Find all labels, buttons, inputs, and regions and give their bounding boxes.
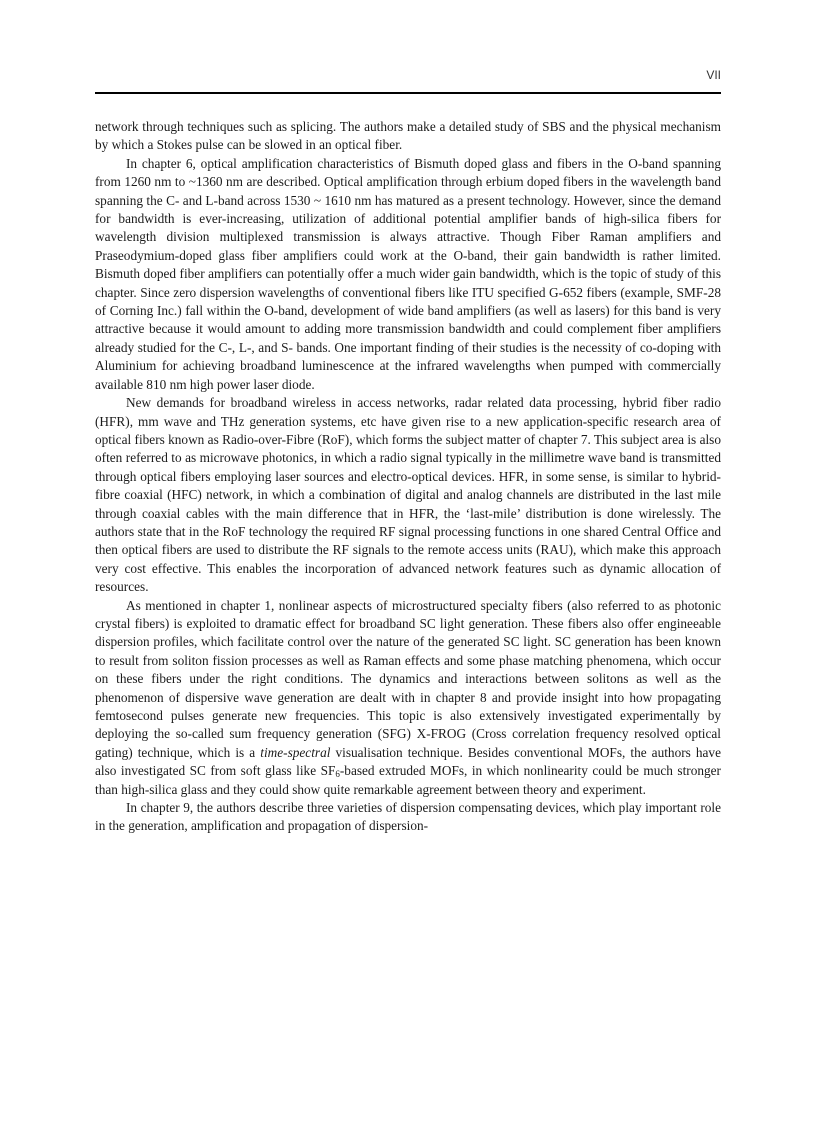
paragraph-chapter-8-text-c: -based extruded MOFs, in which nonlinearity could be much stronger than high-silica glass and they could show quite remarkable agreement between theory and experiment. [95, 763, 721, 797]
paragraph-chapter-7: New demands for broadband wireless in access networks, radar related data processing, hybrid fiber radio (HFR), mm wave and THz generation systems, etc have given rise to a new application-specific research area of optical fibers known as Radio-over-Fibre (RoF), which forms the subject matter of chapter 7. This subject area is also often referred to as microwave photonics, in which a radio signal typically in the millimetre wave band is transmitted through optical fibers employing laser sources and electro-optical devices. HFR, in some sense, is similar to hybrid-fibre coaxial (HFC) network, in which a combination of digital and analog channels are distributed in the last mile through coaxial cables with the main difference that in HFR, the ‘last-mile’ distribution is done wirelessly. The authors state that in the RoF technology the required RF signal processing functions in one shared Central Office and then optical fibers are used to distribute the RF signals to the remote access units (RAU), which make this approach very cost effective. This enables the incorporation of advanced network features such as dynamic allocation of resources. [95, 395, 721, 595]
paragraph-chapter-8 [95, 597, 721, 799]
page-number: VII [706, 68, 721, 82]
paragraph-chapter-8-italic: time-spectral [260, 744, 331, 760]
paragraph-chapter-6: In chapter 6, optical amplification characteristics of Bismuth doped glass and fibers in the O-band spanning from 1260 nm to ~1360 nm are described. Optical amplification through erbium doped fibers in the wavelength band spanning the C- and L-band across 1530 ~ 1610 nm has matured as a present technology. However, since the demand for bandwidth is ever-increasing, utilization of additional potential amplifier bands of high-silica fibers for wavelength division multiplexed transmission is always attractive. Though Fiber Raman amplifiers and Praseodymium-doped glass fiber amplifiers could work at the O-band, their gain bandwidth is rather limited. Bismuth doped fiber amplifiers can potentially offer a much wider gain bandwidth, which is the topic of study of this chapter. Since zero dispersion wavelengths of conventional fibers like ITU specified G-652 fibers (example, SMF-28 of Corning Inc.) fall within the O-band, development of wide band amplifiers (as well as lasers) for this band is very attractive because it would amount to adding more transmission bandwidth and could complement fiber amplifiers already studied for the C-, L-, and S- bands. One important finding of their studies is the necessity of co-doping with Aluminium for achieving broadband luminescence at the infrared wavelengths when pumped with commercially available 810 nm high power laser diode. [95, 155, 721, 392]
paragraph-sbs-continuation: network through techniques such as splicing. The authors make a detailed study of SBS and the physical mechanism by which a Stokes pulse can be slowed in an optical fiber. [95, 119, 721, 153]
page-header [95, 60, 721, 94]
paragraph-chapter-9: In chapter 9, the authors describe three varieties of dispersion compensating devices, which play important role in the generation, amplification and propagation of dispersion- [95, 800, 721, 834]
body-text [95, 118, 721, 836]
paragraph-chapter-8-subscript: 6 [335, 769, 340, 780]
paragraph-chapter-8-text-b: visualisation technique. Besides conventional MOFs, the authors have also investigated SC from soft glass like SF [95, 744, 721, 779]
paragraph-chapter-8-text-a: As mentioned in chapter 1, nonlinear aspects of microstructured specialty fibers (also referred to as photonic crystal fibers) is exploited to dramatic effect for broadband SC light generation. These fibers also offer engineeable dispersion profiles, which facilitate control over the nature of the generated SC light. SC generation has been known to result from soliton fission processes as well as Raman effects and some phase matching phenomena, which occur on these fibers under the right conditions. The dynamics and interactions between solitons as well as the phenomenon of dispersive wave generation are dealt with in chapter 8 and provide insight into how propagating femtosecond pulses generate new frequencies. This topic is also extensively investigated experimentally by deploying the so-called sum frequency generation (SFG) X-FROG (Cross correlation frequency resolved optical gating) technique, which is a [95, 597, 721, 760]
